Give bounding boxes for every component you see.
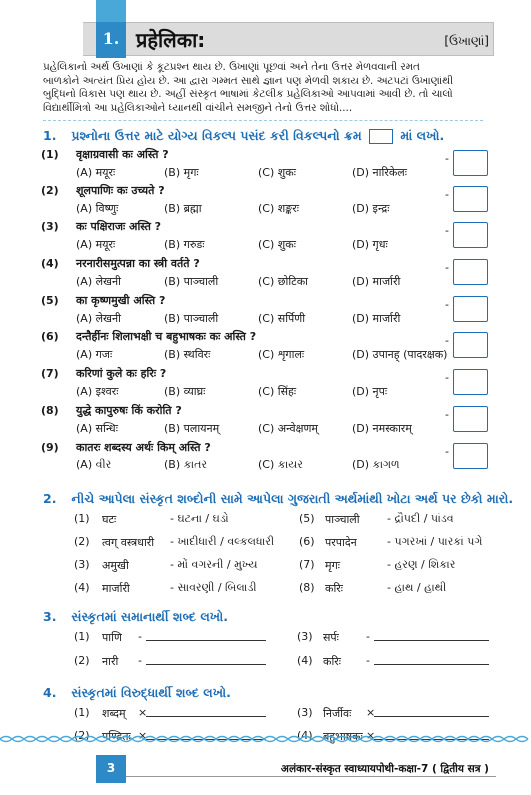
option-a[interactable]: (A) मयूरः bbox=[76, 166, 116, 179]
answer-box[interactable] bbox=[453, 332, 488, 358]
option-a[interactable]: (A) लेखनी bbox=[76, 312, 122, 325]
intro-line: બાળકોને અત્યંત પ્રિય હોય છે. આ દ્વારા ગમ્મત સાથે જ્ઞાન પણ મેળવી શકાય છે. અટપટાં ઉખાણાંથી bbox=[43, 74, 454, 87]
meaning-options[interactable]: - હાથ / હાથી bbox=[387, 581, 447, 594]
sanskrit-word: करिः bbox=[325, 582, 344, 595]
answer-box[interactable] bbox=[453, 222, 488, 248]
intro-paragraph bbox=[43, 61, 495, 116]
meaning-options[interactable]: - ઘટના / ઘડો bbox=[170, 512, 229, 525]
footer-title: अलंकार-संस्कृत स्वाध्यायपोथी-कक्षा-7 ( द्वितीय सत्र ) bbox=[280, 763, 489, 775]
question-text: नरनारीसमुत्पन्ना का स्त्री वर्तते ? bbox=[76, 257, 200, 270]
option-b[interactable]: (B) पाञ्चाली bbox=[164, 312, 219, 325]
item-number: (1) bbox=[74, 630, 90, 643]
item-number: (4) bbox=[74, 581, 90, 594]
answer-box[interactable] bbox=[453, 369, 488, 395]
marker: - bbox=[366, 630, 370, 643]
meaning-options[interactable]: - સાવરણી / બિલાડી bbox=[170, 581, 257, 594]
marker: - bbox=[138, 654, 142, 667]
option-d[interactable]: (D) उपानह् (पादरक्षक) bbox=[352, 348, 448, 361]
marker: × bbox=[138, 706, 148, 719]
option-b[interactable]: (B) व्याघ्रः bbox=[164, 385, 206, 398]
item-number: (2) bbox=[74, 729, 90, 742]
page-number: 3 bbox=[96, 755, 126, 783]
word: बहुभाषकः bbox=[323, 730, 363, 743]
answer-dash: - bbox=[445, 334, 449, 347]
option-d[interactable]: (D) मार्जारी bbox=[352, 312, 401, 325]
marker: × bbox=[366, 706, 376, 719]
option-a[interactable]: (A) इश्वरः bbox=[76, 385, 119, 398]
marker: × bbox=[366, 729, 376, 742]
option-a[interactable]: (A) मयूरः bbox=[76, 238, 116, 251]
chapter-title: प्रहेलिका: bbox=[136, 28, 206, 52]
meaning-options[interactable]: - મોં વગરની / મુખ્ય bbox=[170, 558, 258, 571]
option-b[interactable]: (B) पाञ्चाली bbox=[164, 275, 219, 288]
question bbox=[41, 147, 169, 162]
chapter-number: 1. bbox=[96, 22, 126, 58]
option-b[interactable]: (B) કાતર bbox=[164, 458, 208, 471]
item-number: (8) bbox=[299, 581, 315, 594]
question-number: (8) bbox=[41, 404, 59, 417]
option-b[interactable]: (B) ब्रह्मा bbox=[164, 202, 202, 215]
question bbox=[41, 403, 182, 418]
answer-dash: - bbox=[445, 152, 449, 165]
answer-box[interactable] bbox=[453, 259, 488, 285]
meaning-options[interactable]: - પગરખાં / પારકાં પગે bbox=[387, 535, 483, 548]
option-c[interactable]: (C) सिंहः bbox=[258, 385, 297, 398]
answer-box[interactable] bbox=[453, 406, 488, 432]
question-number: (9) bbox=[41, 441, 59, 454]
item-number: (4) bbox=[297, 729, 313, 742]
intro-line: પ્રહેલિકાનો અર્થ ઉખાણાં કે કૂટપ્રશ્ન થાય છે. ઉખાણાં પૂછવાં અને તેના ઉત્તર મેળવવાની રમત bbox=[43, 61, 420, 73]
question bbox=[41, 329, 256, 344]
answer-dash: - bbox=[445, 224, 449, 237]
item-number: (3) bbox=[297, 630, 313, 643]
word: पण्डितः bbox=[102, 730, 131, 743]
answer-line[interactable] bbox=[374, 716, 489, 717]
question-number: (3) bbox=[41, 220, 59, 233]
question bbox=[41, 440, 211, 455]
meaning-options[interactable]: - હરણ / શિકાર bbox=[387, 558, 456, 571]
answer-line[interactable] bbox=[374, 664, 489, 665]
option-d[interactable]: (D) કાગળ bbox=[352, 458, 400, 471]
answer-box[interactable] bbox=[453, 186, 488, 212]
answer-dash: - bbox=[445, 371, 449, 384]
page-side-bar bbox=[96, 0, 126, 22]
meaning-options[interactable]: - ખાદીધારી / વલ્કલધારી bbox=[170, 535, 275, 548]
marker: - bbox=[138, 630, 142, 643]
question-number: (4) bbox=[41, 257, 59, 270]
divider bbox=[43, 120, 483, 121]
question-number: (7) bbox=[41, 367, 59, 380]
option-a[interactable]: (A) વીર bbox=[76, 458, 112, 471]
question-text: दन्तैर्हीनः शिलाभक्षी च बहुभाषकः कः अस्ति ? bbox=[76, 330, 257, 343]
sanskrit-word: परपादेन bbox=[325, 536, 357, 549]
wave-divider bbox=[0, 734, 531, 744]
option-a[interactable]: (A) गजः bbox=[76, 348, 113, 361]
question bbox=[41, 366, 166, 381]
question bbox=[41, 293, 165, 308]
section-4-heading: 4. સંસ્કૃતમાં વિરુદ્ધાર્થી શબ્દ લખો. bbox=[43, 685, 231, 700]
answer-dash: - bbox=[445, 261, 449, 274]
option-c[interactable]: (C) शङ्करः bbox=[258, 202, 299, 215]
item-number: (1) bbox=[74, 512, 90, 525]
question-number: (6) bbox=[41, 330, 59, 343]
option-a[interactable]: (A) विष्णुः bbox=[76, 202, 119, 215]
section-2-heading: 2. નીચે આપેલા સંસ્કૃત શબ્દોની સામે આપેલા ગુજરાતી અર્થમાંથી ખોટા અર્થ પર છેકો મારો. bbox=[43, 491, 514, 506]
word: करिः bbox=[323, 655, 342, 668]
option-d[interactable]: (D) नारिकेलः bbox=[352, 166, 407, 179]
intro-line: બુદ્ધિનો વિકાસ પણ થાય છે. અહીં સંસ્કૃત ભાષામાં કેટલીક પ્રહેલિકાઓ આપવામાં આવી છે. તો ચાલો bbox=[43, 88, 453, 101]
word: नारी bbox=[102, 655, 119, 668]
question-number: (2) bbox=[41, 184, 59, 197]
sanskrit-word: मार्जारी bbox=[102, 582, 130, 595]
item-number: (4) bbox=[297, 654, 313, 667]
item-number: (1) bbox=[74, 706, 90, 719]
marker: × bbox=[138, 729, 148, 742]
sanskrit-word: अमुखी bbox=[102, 559, 129, 572]
marker: - bbox=[366, 654, 370, 667]
item-number: (6) bbox=[299, 535, 315, 548]
option-d[interactable]: (D) नमस्कारम् bbox=[352, 422, 412, 435]
item-number: (5) bbox=[299, 512, 315, 525]
option-c[interactable]: (C) शृगालः bbox=[258, 348, 305, 361]
footer-line bbox=[126, 776, 496, 777]
question bbox=[41, 256, 200, 271]
answer-box-sample bbox=[369, 129, 393, 144]
item-number: (7) bbox=[299, 558, 315, 571]
question-number: (5) bbox=[41, 294, 59, 307]
question-text: कातरः शब्दस्य अर्थः किम् अस्ति ? bbox=[76, 441, 211, 454]
question bbox=[41, 219, 161, 234]
answer-box[interactable] bbox=[453, 443, 488, 469]
question-text: का कृष्णमुखी अस्ति ? bbox=[76, 294, 166, 307]
option-d[interactable]: (D) नृपः bbox=[352, 385, 388, 398]
option-a[interactable]: (A) सन्धिः bbox=[76, 422, 118, 435]
word: शब्दम् bbox=[102, 707, 126, 720]
option-b[interactable]: (B) स्थविरः bbox=[164, 348, 211, 361]
option-c[interactable]: (C) शुकः bbox=[258, 166, 296, 179]
item-number: (3) bbox=[74, 558, 90, 571]
option-b[interactable]: (B) गरुडः bbox=[164, 238, 205, 251]
word: सर्पः bbox=[323, 631, 339, 644]
option-c[interactable]: (C) કાયર bbox=[258, 458, 303, 471]
answer-box[interactable] bbox=[453, 150, 488, 176]
option-d[interactable]: (D) मार्जारी bbox=[352, 275, 401, 288]
question bbox=[41, 183, 165, 198]
item-number: (2) bbox=[74, 654, 90, 667]
word: निर्जीवः bbox=[323, 707, 352, 720]
answer-box[interactable] bbox=[453, 296, 488, 322]
answer-line[interactable] bbox=[146, 716, 266, 717]
sanskrit-word: मृगः bbox=[325, 559, 340, 572]
option-c[interactable]: (C) अन्वेक्षणम् bbox=[258, 422, 318, 435]
option-c[interactable]: (C) छोटिका bbox=[258, 275, 309, 288]
answer-line[interactable] bbox=[146, 664, 266, 665]
option-d[interactable]: (D) इन्द्रः bbox=[352, 202, 390, 215]
answer-dash: - bbox=[445, 298, 449, 311]
answer-dash: - bbox=[445, 445, 449, 458]
option-d[interactable]: (D) गृधः bbox=[352, 238, 388, 251]
section-1-heading: 1. પ્રશ્નોના ઉત્તર માટે યોગ્ય વિકલ્પ પસંદ કરી વિકલ્પનો ક્રમ માં લખો. bbox=[43, 128, 445, 143]
question-text: वृक्षाग्रवासी कः अस्ति ? bbox=[76, 148, 169, 161]
question-text: शूलपाणिः कः उच्यते ? bbox=[76, 184, 165, 197]
option-c[interactable]: (C) सर्पिणी bbox=[258, 312, 306, 325]
answer-line[interactable] bbox=[374, 640, 489, 641]
option-a[interactable]: (A) लेखनी bbox=[76, 275, 122, 288]
option-c[interactable]: (C) शुकः bbox=[258, 238, 296, 251]
option-b[interactable]: (B) मृगः bbox=[164, 166, 199, 179]
chapter-subtitle: [ઉખાણાં] bbox=[444, 34, 489, 48]
item-number: (2) bbox=[74, 535, 90, 548]
question-number: (1) bbox=[41, 148, 59, 161]
answer-line[interactable] bbox=[146, 640, 266, 641]
section-3-heading: 3. સંસ્કૃતમાં સમાનાર્થી શબ્દ લખો. bbox=[43, 609, 228, 624]
option-b[interactable]: (B) पलायनम् bbox=[164, 422, 220, 435]
question-text: करिणां कुले कः हरिः ? bbox=[76, 367, 167, 380]
answer-dash: - bbox=[445, 188, 449, 201]
meaning-options[interactable]: - દ્રૌપદી / પાંડવ bbox=[387, 512, 454, 525]
sanskrit-word: घटः bbox=[102, 513, 117, 526]
answer-dash: - bbox=[445, 408, 449, 421]
item-number: (3) bbox=[297, 706, 313, 719]
question-text: कः पक्षिराजः अस्ति ? bbox=[76, 220, 162, 233]
sanskrit-word: पाञ्चाली bbox=[325, 513, 360, 526]
word: पाणि bbox=[102, 631, 122, 644]
intro-line: વિદ્યાર્થીમિત્રો આ પ્રહેલિકાઓને ધ્યાનથી વાંચીને સમજીને તેનો ઉત્તર શોધો.... bbox=[43, 102, 353, 115]
question-text: युद्धे कापुरुषः किं करोति ? bbox=[76, 404, 182, 417]
sanskrit-word: त्वग् वस्त्रधारी bbox=[102, 536, 155, 549]
